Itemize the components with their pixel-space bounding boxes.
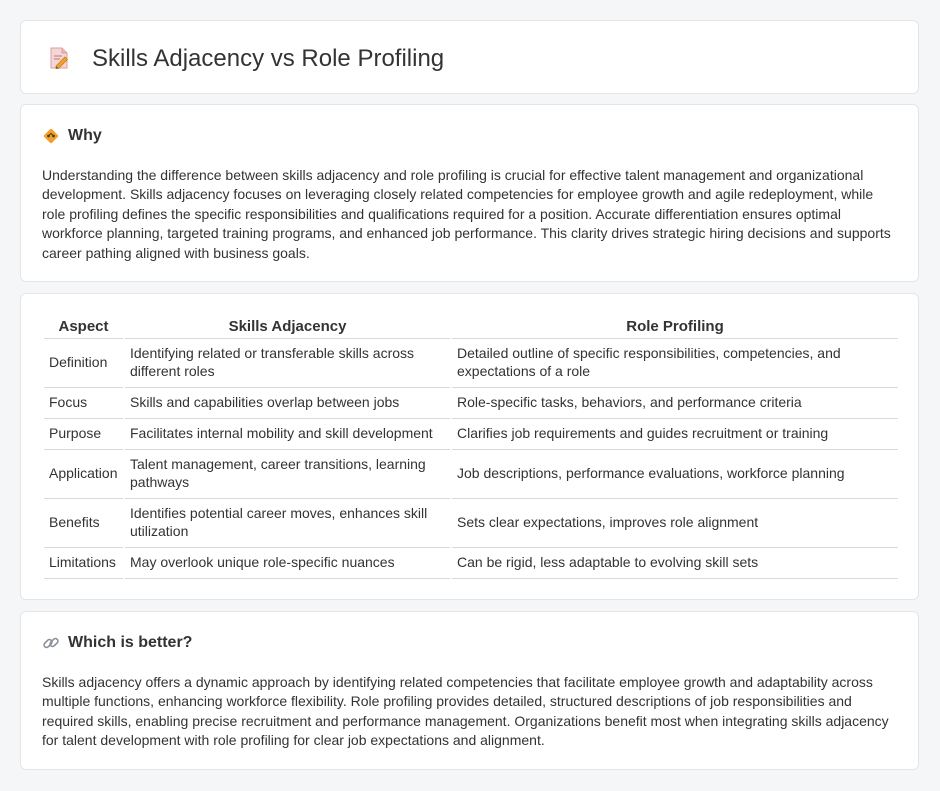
diamond-warning-icon [42,127,60,145]
cell-aspect: Limitations [44,547,124,578]
better-heading-row [42,634,192,652]
table-row [44,498,898,547]
why-heading-row [42,127,102,145]
cell-aspect: Definition [44,338,124,387]
better-heading: Which is better? [68,634,193,651]
why-section [20,104,919,282]
cell-skills-adjacency: Identifying related or transferable skills across different roles [124,338,451,387]
cell-role-profiling: Clarifies job requirements and guides recruitment or training [451,418,898,449]
header-skills-adjacency: Skills Adjacency [124,316,451,338]
which-is-better-section [20,611,919,770]
cell-skills-adjacency: Identifies potential career moves, enhances skill utilization [124,498,451,547]
page-title: Skills Adjacency vs Role Profiling [92,45,445,72]
link-icon [42,634,60,652]
cell-role-profiling: Sets clear expectations, improves role alignment [451,498,898,547]
cell-role-profiling: Role-specific tasks, behaviors, and performance criteria [451,387,898,418]
cell-aspect: Purpose [44,418,124,449]
document-pencil-icon [48,46,70,70]
comparison-table [44,316,898,579]
cell-skills-adjacency: May overlook unique role-specific nuances [124,547,451,578]
cell-aspect: Benefits [44,498,124,547]
comparison-card [20,293,919,600]
table-header-row [44,316,898,338]
cell-role-profiling: Job descriptions, performance evaluations, workforce planning [451,449,898,498]
cell-role-profiling: Can be rigid, less adaptable to evolving skill sets [451,547,898,578]
table-row [44,338,898,387]
cell-aspect: Application [44,449,124,498]
header-aspect: Aspect [44,316,124,338]
table-row [44,418,898,449]
better-paragraph: Skills adjacency offers a dynamic approach by identifying related competencies that facilitate employee growth and adaptability across multiple functions, enhancing workforce flexibility. Role profiling provides detailed, structured descriptions of job responsibilities and required skills, enabling precise recruitment and performance management. Organizations benefit most when integrating skills adjacency for talent development with role profiling for clear job expectations and alignment. [42,674,889,749]
cell-role-profiling: Detailed outline of specific responsibilities, competencies, and expectations of a role [451,338,898,387]
why-paragraph: Understanding the difference between skills adjacency and role profiling is crucial for effective talent management and organizational development. Skills adjacency focuses on leveraging closely related competencies for employee growth and agile redeployment, while role profiling defines the specific responsibilities and qualifications required for a position. Accurate differentiation ensures optimal workforce planning, targeted training programs, and enhanced job performance. This clarity drives strategic hiring decisions and supports career pathing aligned with business goals. [42,167,891,261]
cell-aspect: Focus [44,387,124,418]
table-row [44,449,898,498]
cell-skills-adjacency: Talent management, career transitions, learning pathways [124,449,451,498]
cell-skills-adjacency: Facilitates internal mobility and skill development [124,418,451,449]
why-heading: Why [68,127,102,144]
header-role-profiling: Role Profiling [451,316,898,338]
table-row [44,387,898,418]
header-card [20,20,919,94]
cell-skills-adjacency: Skills and capabilities overlap between jobs [124,387,451,418]
table-row [44,547,898,578]
